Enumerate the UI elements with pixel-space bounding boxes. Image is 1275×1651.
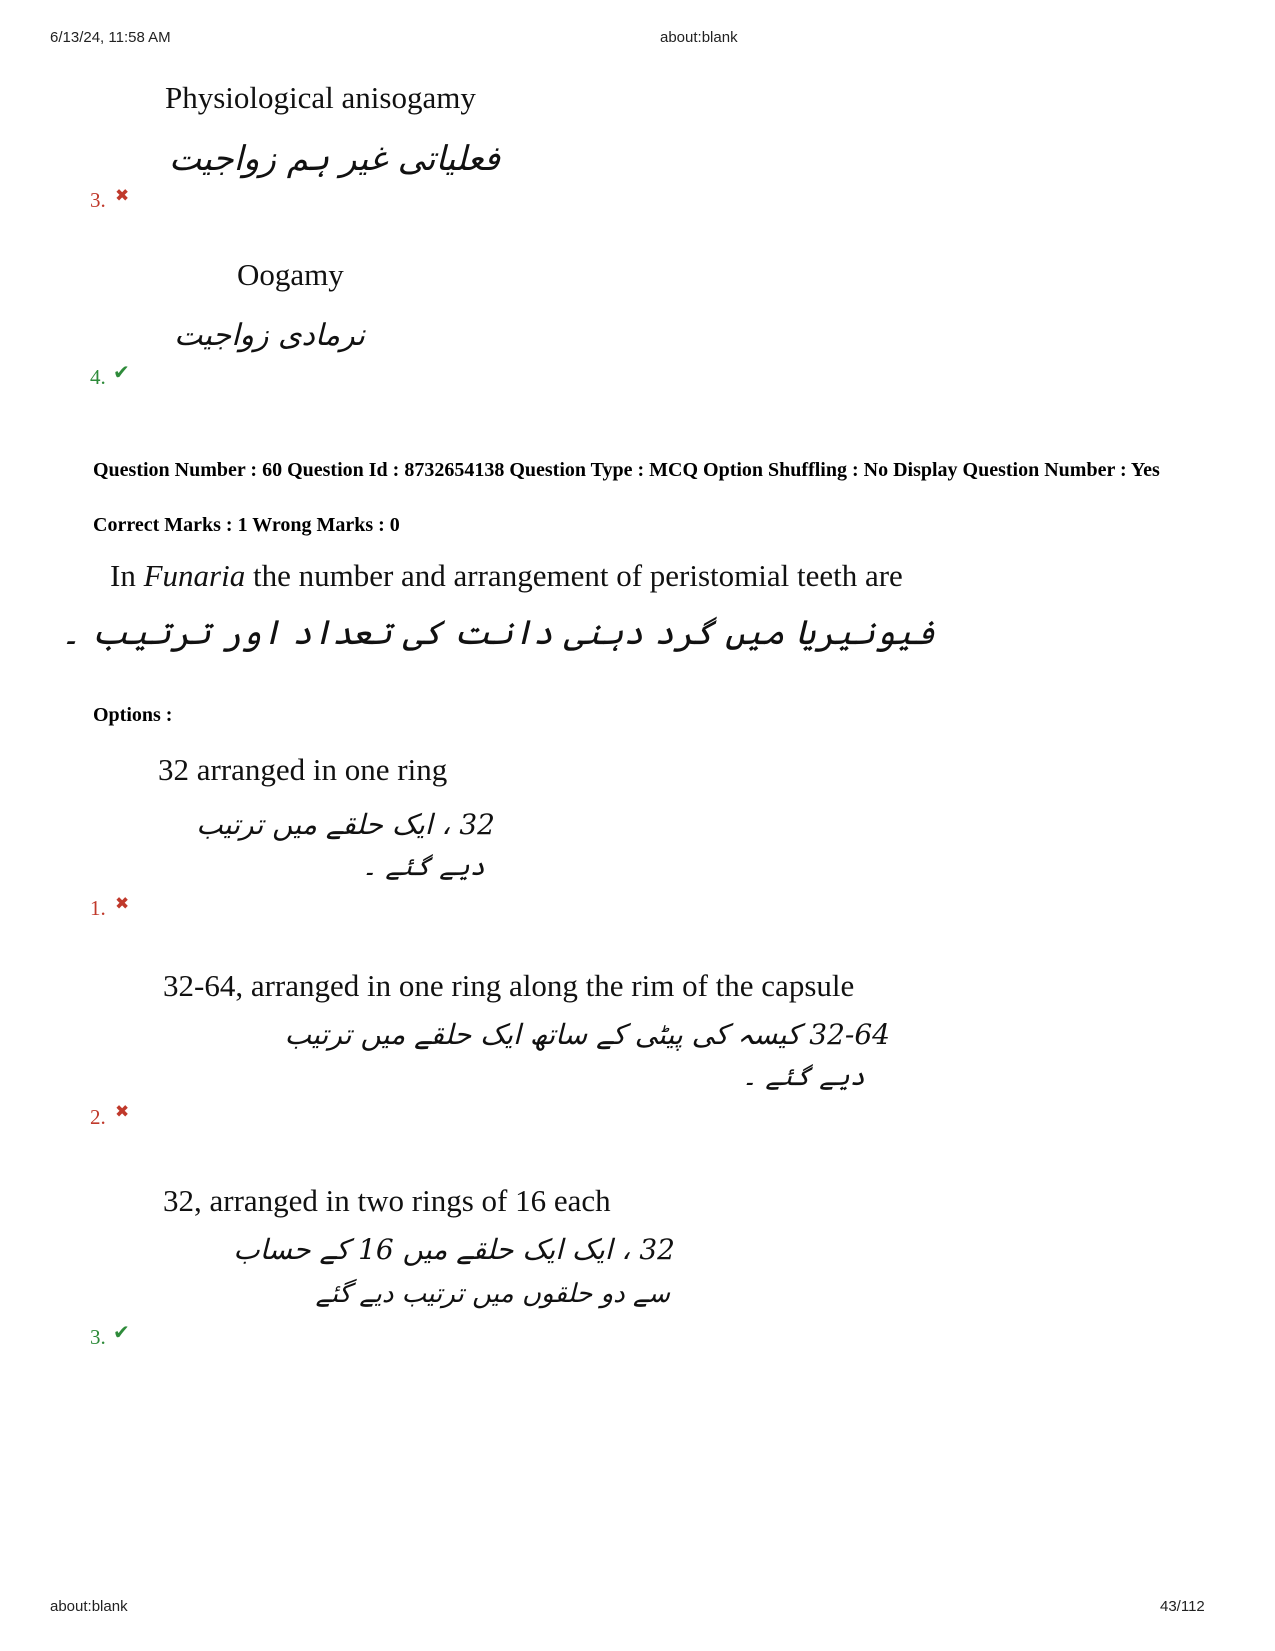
options-label: Options : [93,704,173,726]
check-icon: ✔ [113,1322,130,1344]
option-text-en: Physiological anisogamy [165,80,476,115]
question-text-prefix: In [110,558,144,593]
question-meta: Question Number : 60 Question Id : 8732654138 Question Type : MCQ Option Shuffling : No Display Question Number : Yes [93,459,1160,481]
question-text-en [110,558,903,594]
cross-icon: ✖ [115,186,130,205]
footer-url: about:blank [50,1598,128,1615]
print-datetime: 6/13/24, 11:58 AM [50,29,171,46]
check-icon: ✔ [113,362,130,384]
option-number: 1. [90,896,106,920]
cross-icon: ✖ [115,1102,130,1121]
option-text-en: 32-64, arranged in one ring along the rim of the capsule [163,968,855,1003]
option-number: 3. [90,1325,106,1349]
option-text-en: 32 arranged in one ring [158,752,448,787]
question-marks: Correct Marks : 1 Wrong Marks : 0 [93,514,400,536]
print-url: about:blank [660,29,738,46]
option-text-en: 32, arranged in two rings of 16 each [163,1183,611,1218]
option-text-ur-cont: سے دو حلقوں میں ترتیب دیے گئے [315,1279,670,1309]
option-text-ur-cont: دیے گئے ۔ [741,1062,865,1092]
question-text-taxon: Funaria [143,558,246,593]
option-text-ur: 32-64 کیسہ کی پیٹی کے ساتھ ایک حلقے میں ترتیب [284,1018,890,1051]
question-text-suffix: the number and arrangement of peristomial teeth are [245,558,903,593]
option-text-ur: 32 ، ایک حلقے میں ترتیب [196,808,495,841]
question-text-ur: فیونیریا میں گرد دہنی دانت کی تعداد اور ترتیب ۔ [60,613,935,653]
cross-icon: ✖ [115,894,130,913]
option-text-ur: 32 ، ایک ایک حلقے میں 16 کے حساب [233,1233,675,1266]
option-text-ur: نرمادی زواجیت [174,318,365,353]
option-text-ur: فعلیاتی غیر ہم زواجیت [168,139,500,179]
option-number: 3. [90,188,106,212]
option-text-ur-cont: دیے گئے ۔ [361,852,485,882]
option-number: 4. [90,365,106,389]
option-text-en: Oogamy [237,257,344,292]
option-number: 2. [90,1105,106,1129]
page-number: 43/112 [1160,1598,1205,1615]
